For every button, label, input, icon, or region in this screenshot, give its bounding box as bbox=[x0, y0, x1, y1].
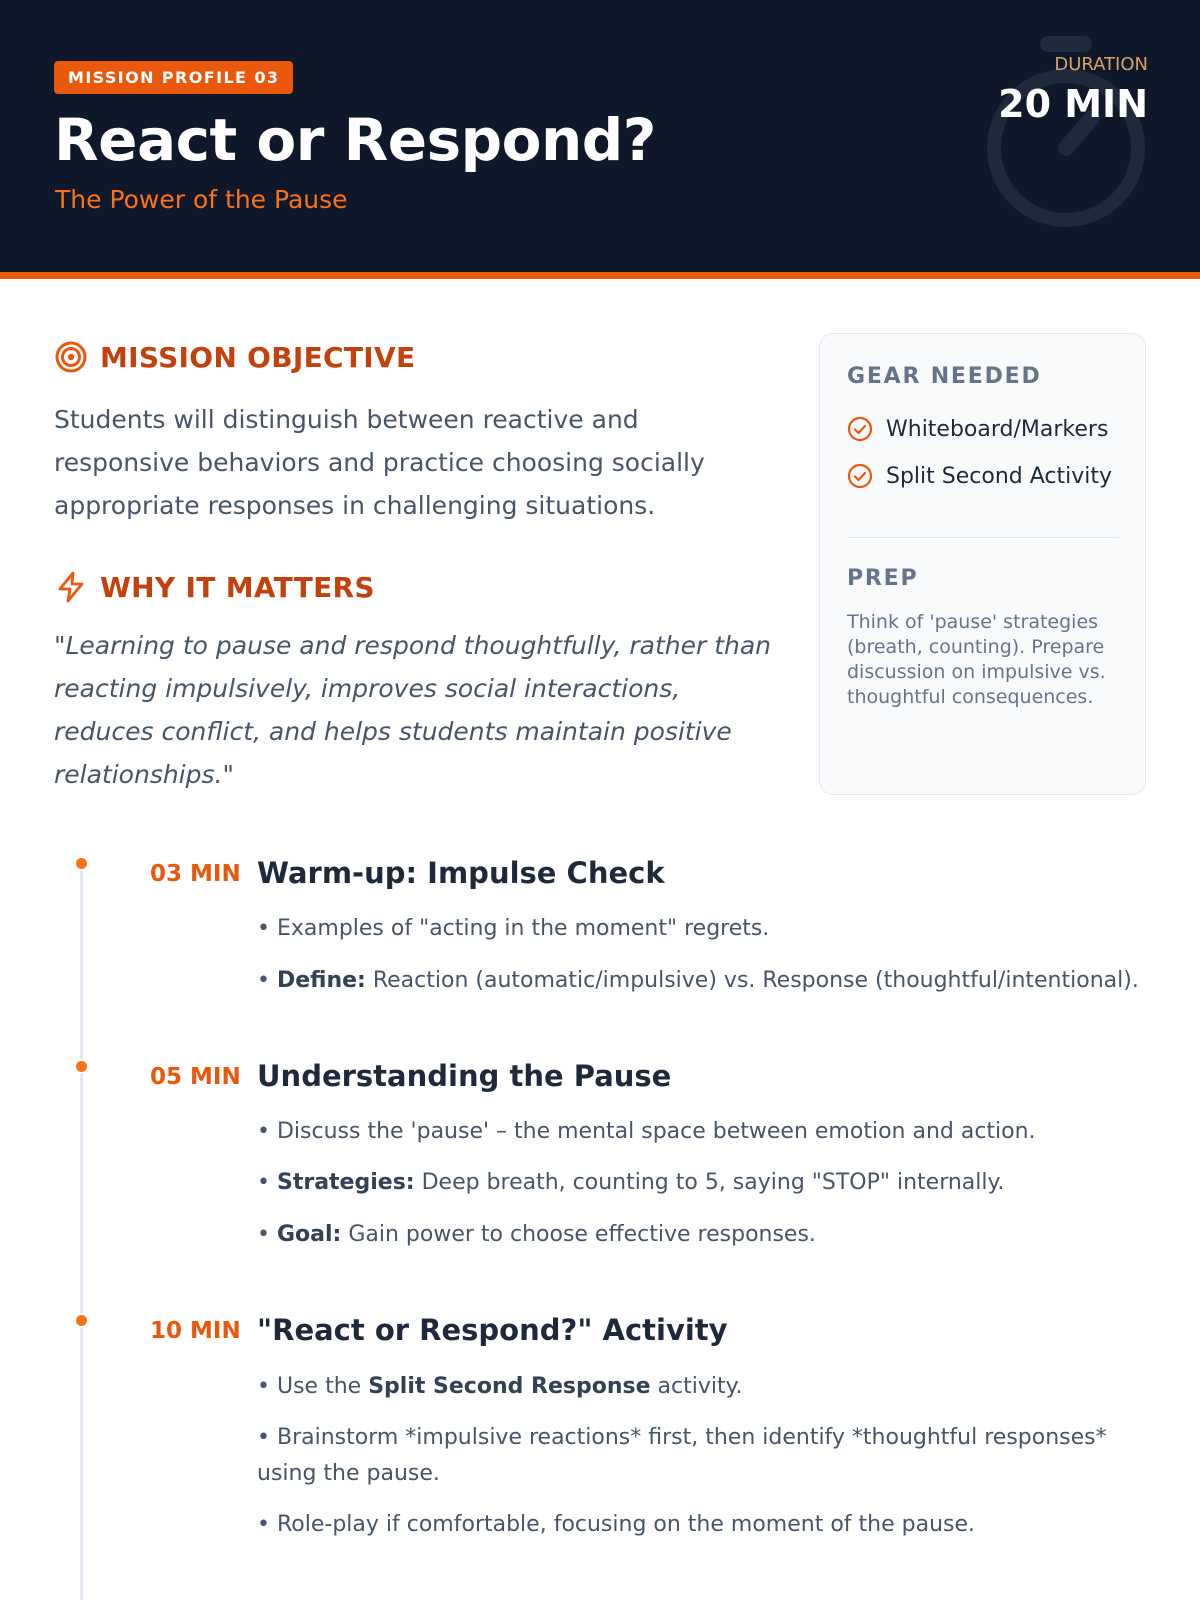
step-bullet: • Discuss the 'pause' – the mental space between emotion and action. bbox=[257, 1119, 1036, 1144]
step-bullet: • Examples of "acting in the moment" regrets. bbox=[257, 916, 770, 941]
page-subtitle: The Power of the Pause bbox=[55, 185, 348, 214]
gear-item bbox=[847, 463, 1112, 489]
step-bullet: • Role-play if comfortable, focusing on the moment of the pause. bbox=[257, 1512, 976, 1537]
bullet-bold: Strategies: bbox=[276, 1170, 415, 1195]
timeline-dot bbox=[74, 1313, 89, 1328]
check-circle-icon bbox=[847, 463, 873, 489]
bullet-bold: Split Second Response bbox=[368, 1374, 651, 1399]
step-bullet: • Use the Split Second Response activity. bbox=[257, 1374, 743, 1399]
step-time: 03 MIN bbox=[150, 861, 241, 887]
gear-item bbox=[847, 416, 1108, 442]
bullet-prefix: Use the bbox=[276, 1374, 369, 1399]
timeline-dot bbox=[74, 856, 89, 871]
step-bullet: • Brainstorm *impulsive reactions* first, then identify *thoughtful responses* using the pause. bbox=[257, 1425, 1107, 1486]
step-bullet: • Goal: Gain power to choose effective responses. bbox=[257, 1222, 816, 1247]
bullet-text: Role-play if comfortable, focusing on the moment of the pause. bbox=[276, 1512, 976, 1537]
bullet-text: Discuss the 'pause' – the mental space between emotion and action. bbox=[276, 1119, 1036, 1144]
step-bullet: • Define: Reaction (automatic/impulsive) vs. Response (thoughtful/intentional). bbox=[257, 968, 1139, 993]
target-icon bbox=[54, 340, 88, 374]
mission-badge: MISSION PROFILE 03 bbox=[54, 61, 293, 94]
step-title: Understanding the Pause bbox=[257, 1059, 672, 1093]
timeline-dot bbox=[74, 1059, 89, 1074]
why-quote: "Learning to pause and respond thoughtfully, rather than reacting impulsively, improves social interactions, reduces conflict, and helps students maintain positive relationships." bbox=[54, 631, 772, 789]
bullet-text: Deep breath, counting to 5, saying "STOP" internally. bbox=[414, 1170, 1005, 1195]
objective-heading-text: MISSION OBJECTIVE bbox=[100, 340, 416, 374]
prep-text: Think of 'pause' strategies (breath, counting). Prepare discussion on impulsive vs. thoughtful consequences. bbox=[847, 611, 1106, 708]
header bbox=[0, 0, 1200, 272]
bullet-bold: Define: bbox=[276, 968, 366, 993]
gear-item-label: Split Second Activity bbox=[886, 463, 1113, 489]
step-time: 10 MIN bbox=[150, 1318, 241, 1344]
step-title: "React or Respond?" Activity bbox=[257, 1313, 728, 1347]
gear-heading: GEAR NEEDED bbox=[847, 364, 1042, 389]
bullet-text: Gain power to choose effective responses. bbox=[341, 1222, 816, 1247]
objective-heading bbox=[54, 340, 415, 374]
prep-heading: PREP bbox=[847, 566, 919, 591]
objective-text: Students will distinguish between reactive and responsive behaviors and practice choosing socially appropriate responses in challenging situations. bbox=[54, 405, 705, 520]
check-circle-icon bbox=[847, 416, 873, 442]
bullet-bold: Goal: bbox=[276, 1222, 342, 1247]
gear-item-label: Whiteboard/Markers bbox=[886, 416, 1109, 442]
duration-label: DURATION bbox=[1054, 54, 1148, 75]
step-title: Warm-up: Impulse Check bbox=[257, 856, 665, 890]
page-title: React or Respond? bbox=[54, 106, 656, 174]
lightning-icon bbox=[54, 570, 88, 604]
step-bullet: • Strategies: Deep breath, counting to 5, saying "STOP" internally. bbox=[257, 1170, 1005, 1195]
duration-value: 20 MIN bbox=[998, 82, 1148, 126]
why-heading bbox=[54, 570, 375, 604]
gear-card bbox=[819, 333, 1146, 795]
step-time: 05 MIN bbox=[150, 1064, 241, 1090]
bullet-text: activity. bbox=[650, 1374, 743, 1399]
timeline-line bbox=[80, 868, 83, 1600]
card-divider bbox=[847, 537, 1119, 538]
why-heading-text: WHY IT MATTERS bbox=[100, 570, 375, 604]
bullet-text: Brainstorm *impulsive reactions* first, then identify *thoughtful responses* using the pause. bbox=[257, 1425, 1107, 1486]
bullet-text: Reaction (automatic/impulsive) vs. Response (thoughtful/intentional). bbox=[365, 968, 1139, 993]
header-accent-bar bbox=[0, 272, 1200, 279]
bullet-text: Examples of "acting in the moment" regrets. bbox=[276, 916, 770, 941]
